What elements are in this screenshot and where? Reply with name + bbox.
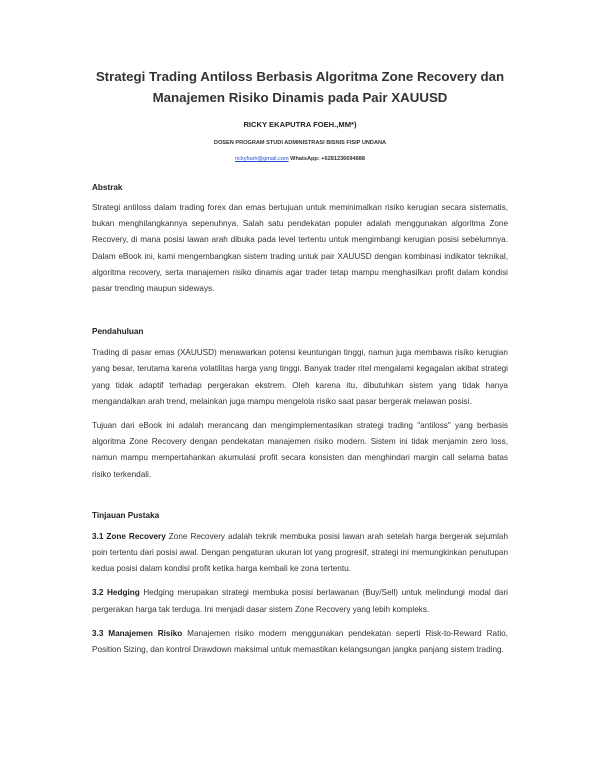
hedging-label: 3.2 Hedging [92, 588, 140, 598]
abstract-heading: Abstrak [92, 183, 123, 192]
introduction-paragraph-2: Tujuan dari eBook ini adalah merancang dan mengimplementasikan strategi trading "antiloss" yang berbasis algoritma Zone Recovery dengan pendekatan manajemen risiko modern. Sistem ini tidak menjamin zero loss, namun mampu mempertahankan akumulasi profit secara konsisten dan menghindari margin call selama batas risiko terkendali. [92, 421, 508, 479]
hedging-text: Hedging merupakan strategi membuka posisi berlawanan (Buy/Sell) untuk melindungi modal dari pergerakan harga tak terduga. Ini menjadi dasar sistem Zone Recovery yang lebih kompleks. [92, 588, 508, 614]
introduction-heading: Pendahuluan [92, 327, 144, 337]
zone-recovery-text: Zone Recovery adalah teknik membuka posisi lawan arah setelah harga bergerak sejumlah poin tertentu dari posisi awal. Dengan pengaturan ukuran lot yang progresif, strategi ini memungkinkan penutupan kedua posisi dalam kondisi profit ketika harga kembali ke zona tertentu. [92, 531, 509, 574]
author-name: RICKY EKAPUTRA FOEH.,MM*) [243, 120, 357, 129]
contact-line [92, 156, 508, 162]
literature-review-heading: Tinjauan Pustaka [92, 510, 160, 520]
literature-review-section [92, 511, 508, 658]
whatsapp-contact: WhatsApp: +6281236694888 [290, 156, 365, 162]
paper-title [92, 0, 508, 108]
hedging-paragraph [92, 585, 508, 617]
abstract-section [92, 183, 508, 297]
introduction-section [92, 327, 508, 483]
zone-recovery-label: 3.1 Zone Recovery [92, 531, 166, 541]
abstract-text: Strategi antiloss dalam trading forex dan emas bertujuan untuk meminimalkan risiko kerugian secara sistematis, bukan menghilangkannya sepenuhnya. Salah satu pendekatan populer adalah menggunakan algoritma Zone Recovery, di mana posisi lawan arah dibuka pada level tertentu untuk mengimbangi kerugian posisi sebelumnya. Dalam eBook ini, kami mengembangkan sistem trading untuk pair XAUUSD dengan kombinasi indikator teknikal, algoritma recovery, serta manajemen risiko dinamis agar trader tetap mampu menghasilkan profit dalam kondisi pasar trending maupun sideways. [92, 203, 508, 294]
title-line-1: Strategi Trading Antiloss Berbasis Algoritma Zone Recovery dan [95, 69, 505, 84]
author-affiliation: DOSEN PROGRAM STUDI ADMINISTRASI BISNIS FISIP UNDANA [213, 140, 387, 146]
risk-management-label: 3.3 Manajemen Risiko [92, 628, 183, 638]
email-link[interactable]: rickyfoeh@gmail.com [235, 156, 289, 162]
risk-management-paragraph [92, 626, 508, 658]
risk-management-text: Manajemen risiko modern menggunakan pendekatan seperti Risk-to-Reward Ratio, Position Sizing, dan kontrol Drawdown maksimal untuk memastikan kelangsungan jangka panjang sistem trading. [92, 628, 508, 655]
introduction-paragraph-1: Trading di pasar emas (XAUUSD) menawarkan potensi keuntungan tinggi, namun juga membawa risiko kerugian yang besar, terutama karena volatilitas harga yang tinggi. Banyak trader ritel mengalami kegagalan akibat strategi yang tidak adaptif terhadap pergerakan ekstrem. Oleh karena itu, dibutuhkan sistem yang tidak hanya mengandalkan arah trend, melainkan juga mampu mengelola risiko saat pasar bergerak melawan posisi. [92, 348, 508, 406]
title-line-2: Manajemen Risiko Dinamis pada Pair XAUUSD [152, 90, 448, 105]
zone-recovery-paragraph [92, 529, 508, 578]
